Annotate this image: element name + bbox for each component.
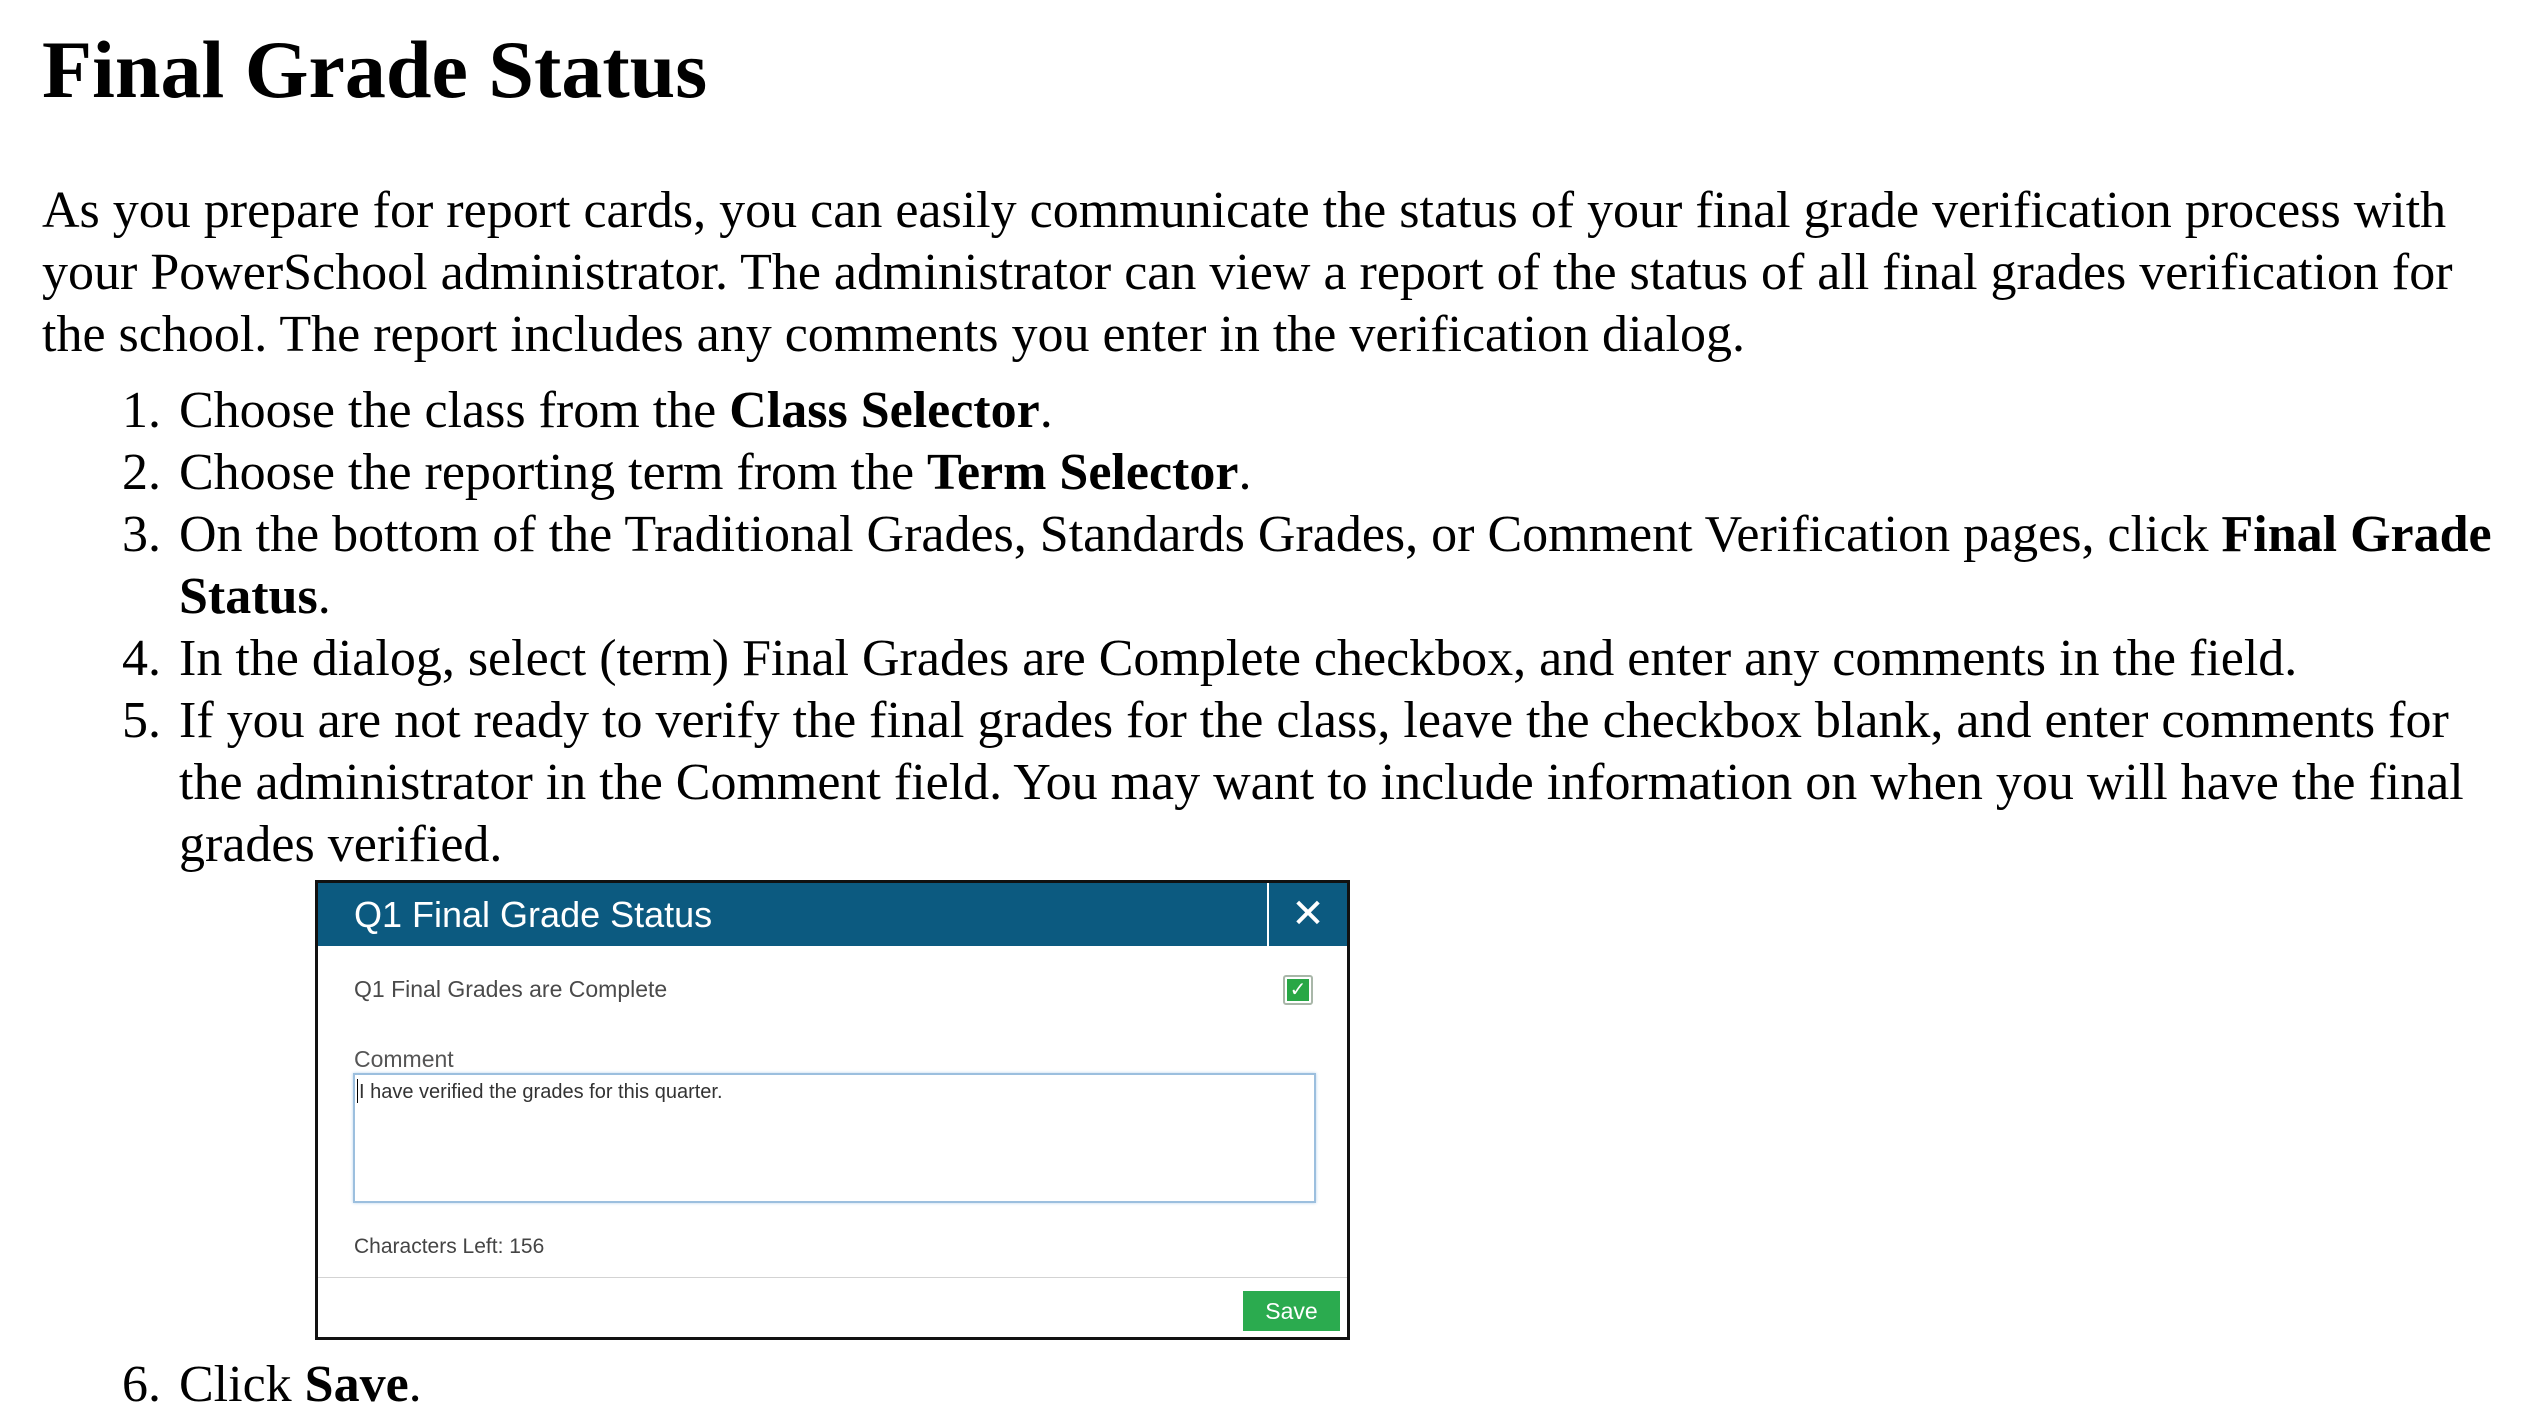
comment-value: I have verified the grades for this quarter. (359, 1081, 723, 1103)
page-title: Final Grade Status (42, 24, 708, 115)
step-bold-text: Term Selector (927, 444, 1239, 501)
final-grades-complete-checkbox[interactable] (1283, 975, 1313, 1005)
step-text-end: . (1039, 382, 1053, 439)
step-item (42, 380, 2512, 442)
step-text-end: . (1238, 444, 1252, 501)
step-text: Choose the class from the (179, 382, 730, 439)
final-grade-status-dialog (315, 880, 1350, 1340)
footer-divider (318, 1277, 1347, 1278)
step-item (42, 690, 2512, 876)
step-text: On the bottom of the Traditional Grades, Standards Grades, or Comment Verification pages, click (179, 506, 2222, 563)
comment-label: Comment (354, 1046, 454, 1072)
step-item (42, 1354, 2512, 1416)
step-number: 3. (122, 506, 161, 563)
step-bold-text: Class Selector (729, 382, 1040, 439)
step-item (42, 628, 2512, 690)
final-grades-complete-label: Q1 Final Grades are Complete (354, 976, 668, 1002)
dialog-header (318, 883, 1347, 946)
step-text-end: . (317, 568, 331, 625)
intro-paragraph: As you prepare for report cards, you can easily communicate the status of your final grade verification process with your PowerSchool administrator. The administrator can view a report of the status of all final grades verification for the school. The report includes any comments you enter in the verification dialog. (42, 182, 2453, 363)
step-text: If you are not ready to verify the final grades for the class, leave the checkbox blank, and enter comments for the administrator in the Comment field. You may want to include information on when you will have the final grades verified. (179, 692, 2464, 873)
step-bold-text: Save (304, 1356, 409, 1413)
save-button[interactable]: Save (1243, 1291, 1340, 1331)
step-item (42, 504, 2512, 628)
characters-left-counter: Characters Left: 156 (354, 1235, 545, 1258)
step-text: Click (179, 1356, 305, 1413)
close-icon[interactable]: ✕ (1291, 892, 1325, 936)
step-text: In the dialog, select (term) Final Grades are Complete checkbox, and enter any comments in the field. (179, 630, 2298, 687)
step-item (42, 442, 2512, 504)
text-caret (357, 1079, 358, 1103)
comment-textarea[interactable] (353, 1073, 1316, 1203)
step-number: 6. (122, 1356, 161, 1413)
step-number: 5. (122, 692, 161, 749)
step-number: 1. (122, 382, 161, 439)
step-text-end: . (408, 1356, 422, 1413)
step-bold-text: Final Grade Status (179, 506, 2492, 625)
dialog-title: Q1 Final Grade Status (354, 894, 713, 935)
step-number: 2. (122, 444, 161, 501)
step-text: Choose the reporting term from the (179, 444, 928, 501)
step-number: 4. (122, 630, 161, 687)
checkmark-icon: ✓ (1287, 979, 1309, 1001)
